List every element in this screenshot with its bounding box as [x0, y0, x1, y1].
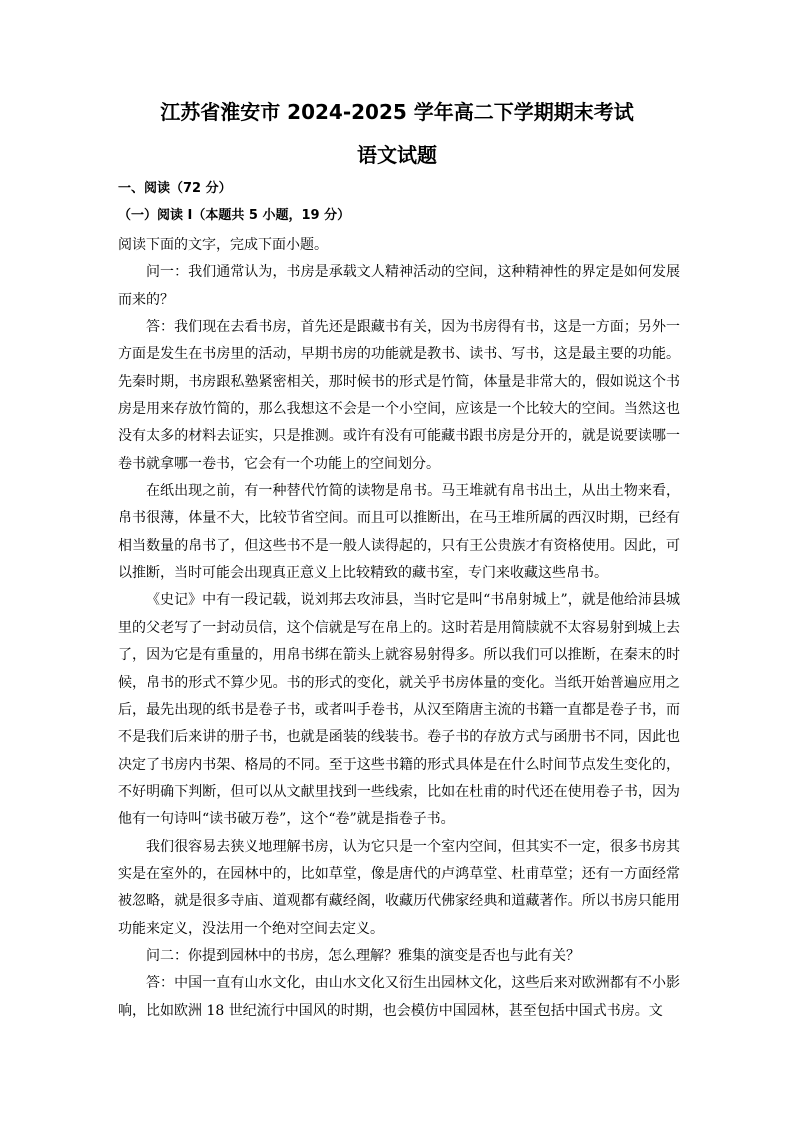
paragraph: 我们很容易去狭义地理解书房，认为它只是一个室内空间，但其实不一定，很多书房其实是在室外的，在园林中的，比如草堂，像是唐代的卢鸿草堂、杜甫草堂；还有一方面经常被忽略，就是很多寺庙、道观都有藏经阁，收藏历代佛家经典和道藏著作。所以书房只能用功能来定义，没法用一个绝对空间去定义。 — [118, 838, 680, 937]
paragraph: 答：我们现在去看书房，首先还是跟藏书有关，因为书房得有书，这是一方面；另外一方面是发生在书房里的活动，早期书房的功能就是教书、读书、写书，这是最主要的功能。先秦时期，书房跟私塾紧密相关，那时候书的形式是竹简，体量是非常大的，假如说这个书房是用来存放竹简的，那么我想这不会是一个小空间，应该是一个比较大的空间。当然这也没有太多的材料去证实，只是推测。或许有没有可能藏书跟书房是分开的，就是说要读哪一卷书就拿哪一卷书，它会有一个功能上的空间划分。 — [118, 319, 680, 472]
paragraph: 《史记》中有一段记载，说刘邦去攻沛县，当时它是叫“书帛射城上”，就是他给沛县城里的父老写了一封动员信，这个信就是写在帛上的。这时若是用简牍就不太容易射到城上去了，因为它是有重量的，用帛书绑在箭头上就容易射得多。所以我们可以推断，在秦末的时候，帛书的形式不算少见。书的形式的变化，就关乎书房体量的变化。当纸开始普遍应用之后，最先出现的纸书是卷子书，或者叫手卷书，从汉至隋唐主流的书籍一直都是卷子书，而不是我们后来讲的册子书，也就是函装的线装书。卷子书的存放方式与函册书不同，因此也决定了书房内书架、格局的不同。至于这些书籍的形式具体是在什么时间节点发生变化的，不好明确下判断，但可以从文献里找到一些线索，比如在杜甫的时代还在使用卷子书，因为他有一句诗叫“读书破万卷”，这个“卷”就是指卷子书。 — [118, 592, 680, 828]
paragraph: 问一：我们通常认为，书房是承载文人精神活动的空间，这种精神性的界定是如何发展而来的？ — [118, 264, 680, 308]
paragraph: 答：中国一直有山水文化，由山水文化又衍生出园林文化，这些后来对欧洲都有不小影响，比如欧洲 18 世纪流行中国风的时期，也会模仿中国园林，甚至包括中国式书房。文 — [118, 975, 680, 1019]
section-heading: 一、阅读（72 分） — [118, 181, 232, 196]
paragraph: 在纸出现之前，有一种替代竹简的读物是帛书。马王堆就有帛书出土，从出土物来看，帛书很薄，体量不大，比较节省空间。而且可以推断出，在马王堆所属的西汉时期，已经有相当数量的帛书了，但这些书不是一般人读得起的，只有王公贵族才有资格使用。因此，可以推断，当时可能会出现真正意义上比较精致的藏书室，专门来收藏这些帛书。 — [118, 483, 680, 582]
reading-passage — [118, 232, 680, 1025]
document-title: 江苏省淮安市 2024-2025 学年高二下学期期末考试 — [160, 100, 634, 124]
document-subtitle: 语文试题 — [357, 143, 437, 167]
paragraph: 问二：你提到园林中的书房，怎么理解？雅集的演变是否也与此有关？ — [146, 947, 580, 964]
subsection-heading: （一）阅读 I（本题共 5 小题，19 分） — [118, 208, 351, 223]
instruction-text: 阅读下面的文字，完成下面小题。 — [118, 237, 328, 253]
